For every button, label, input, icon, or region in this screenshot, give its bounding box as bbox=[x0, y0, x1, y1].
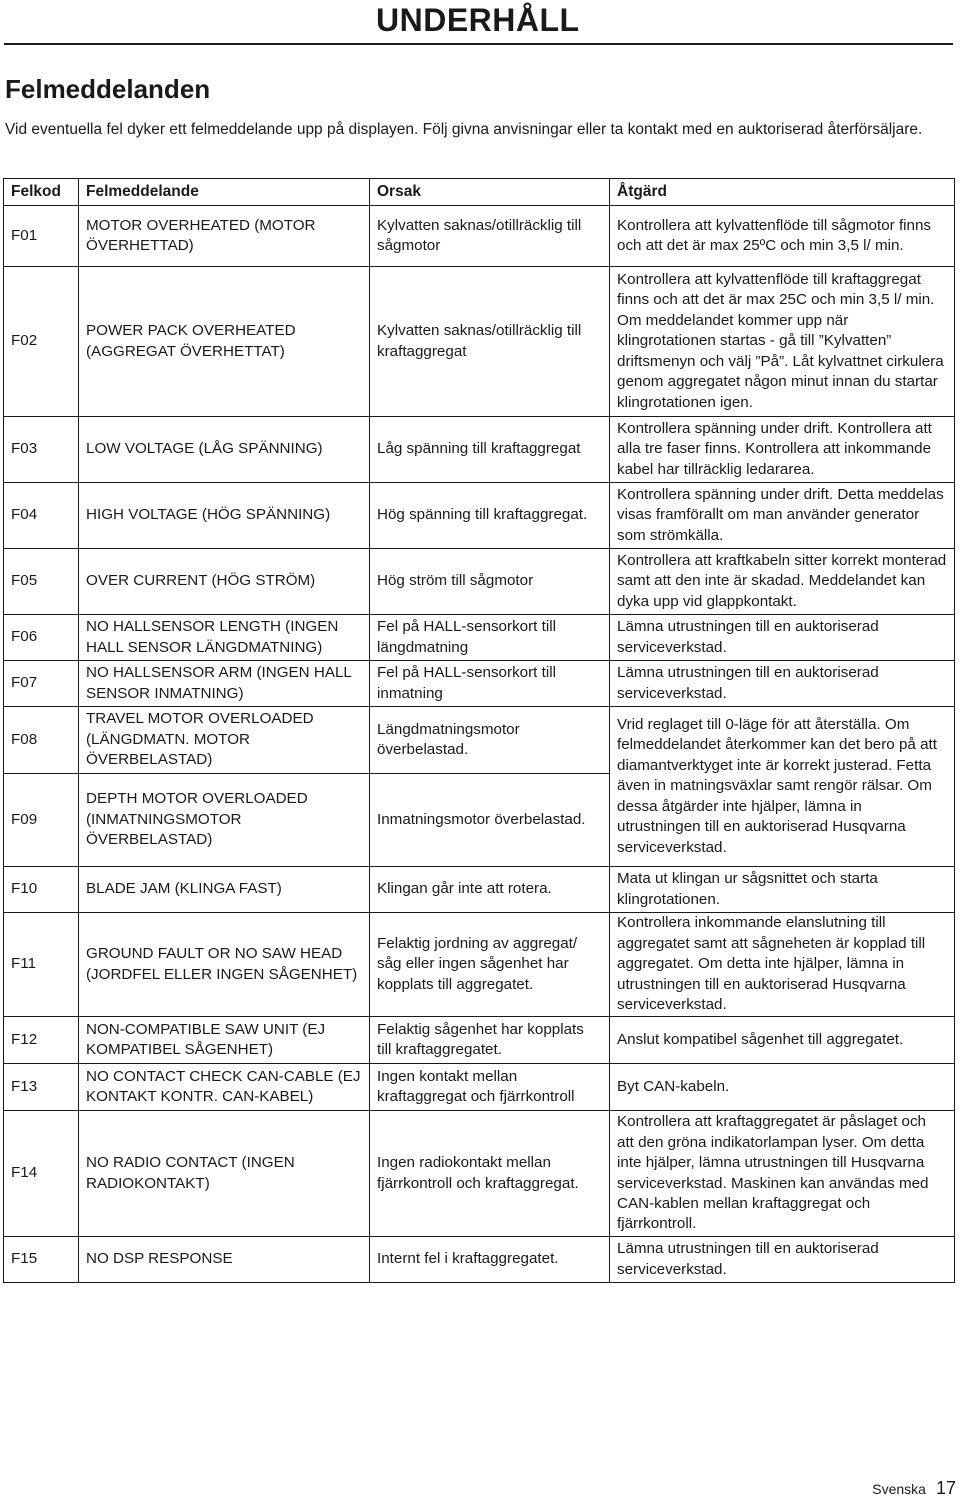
footer-language: Svenska bbox=[872, 1481, 926, 1497]
error-cause: Längdmatningsmotor överbelastad. bbox=[370, 707, 610, 774]
error-message: OVER CURRENT (HÖG STRÖM) bbox=[79, 549, 370, 615]
error-cause: Kylvatten saknas/otillräcklig till kraftaggregat bbox=[370, 267, 610, 417]
error-action: Kontrollera att kylvattenflöde till sågmotor finns och att det är max 25ºC och min 3,5 l/ min. bbox=[610, 206, 955, 267]
error-code: F03 bbox=[4, 417, 79, 483]
table-row bbox=[4, 483, 955, 549]
error-code: F02 bbox=[4, 267, 79, 417]
error-action: Vrid reglaget till 0-läge för att återställa. Om felmeddelandet återkommer kan det bero på att diamantverktyget inte är korrekt justerad. Fetta även in matningsväxlar samt rengör rälsar. Om dessa åtgärder inte hjälper, lämna in utrustningen till en auktoriserad Husqvarna serviceverkstad. bbox=[610, 707, 955, 867]
error-cause: Internt fel i kraftaggregatet. bbox=[370, 1237, 610, 1283]
error-message: MOTOR OVERHEATED (MOTOR ÖVERHETTAD) bbox=[79, 206, 370, 267]
error-message: POWER PACK OVERHEATED (AGGREGAT ÖVERHETTAT) bbox=[79, 267, 370, 417]
table-row bbox=[4, 615, 955, 661]
table-row bbox=[4, 1237, 955, 1283]
error-code: F10 bbox=[4, 867, 79, 913]
error-code: F13 bbox=[4, 1064, 79, 1111]
error-cause: Felaktig sågenhet har kopplats till kraftaggregatet. bbox=[370, 1017, 610, 1064]
error-message: DEPTH MOTOR OVERLOADED (INMATNINGSMOTOR ÖVERBELASTAD) bbox=[79, 774, 370, 867]
error-code: F01 bbox=[4, 206, 79, 267]
column-header-cause: Orsak bbox=[370, 179, 610, 206]
error-message: NON-COMPATIBLE SAW UNIT (EJ KOMPATIBEL SÅGENHET) bbox=[79, 1017, 370, 1064]
error-code: F07 bbox=[4, 661, 79, 707]
table-row bbox=[4, 267, 955, 417]
table-row bbox=[4, 867, 955, 913]
error-message: NO RADIO CONTACT (INGEN RADIOKONTAKT) bbox=[79, 1111, 370, 1237]
error-cause: Hög ström till sågmotor bbox=[370, 549, 610, 615]
error-cause: Kylvatten saknas/otillräcklig till sågmotor bbox=[370, 206, 610, 267]
page-header-title: UNDERHÅLL bbox=[376, 2, 580, 38]
error-message: NO HALLSENSOR LENGTH (INGEN HALL SENSOR LÄNGDMATNING) bbox=[79, 615, 370, 661]
error-code: F08 bbox=[4, 707, 79, 774]
table-row bbox=[4, 1111, 955, 1237]
error-action: Lämna utrustningen till en auktoriserad serviceverkstad. bbox=[610, 1237, 955, 1283]
section-title: Felmeddelanden bbox=[5, 74, 211, 104]
error-message: LOW VOLTAGE (LÅG SPÄNNING) bbox=[79, 417, 370, 483]
error-action: Kontrollera att kylvattenflöde till kraftaggregat finns och att det är max 25C och min 3,5 l/ min. Om meddelandet kommer upp när klingrotationen startas - gå till ”Kylvatten” driftsmenyn och välj ”På”. Låt kylvattnet cirkulera genom aggregatet någon minut innan du startar klingrotationen igen. bbox=[610, 267, 955, 417]
error-action: Lämna utrustningen till en auktoriserad serviceverkstad. bbox=[610, 615, 955, 661]
table-row bbox=[4, 1064, 955, 1111]
error-code: F06 bbox=[4, 615, 79, 661]
error-action: Kontrollera att kraftkabeln sitter korrekt monterad samt att den inte är skadad. Meddelandet kan dyka upp vid glappkontakt. bbox=[610, 549, 955, 615]
error-code: F11 bbox=[4, 913, 79, 1017]
intro-paragraph: Vid eventuella fel dyker ett felmeddelande upp på displayen. Följ givna anvisningar eller ta kontakt med en auktoriserad återförsäljare. bbox=[5, 121, 923, 138]
error-action: Mata ut klingan ur sågsnittet och starta klingrotationen. bbox=[610, 867, 955, 913]
error-cause: Klingan går inte att rotera. bbox=[370, 867, 610, 913]
error-cause: Ingen kontakt mellan kraftaggregat och fjärrkontroll bbox=[370, 1064, 610, 1111]
error-cause: Felaktig jordning av aggregat/ såg eller ingen sågenhet har kopplats till aggregatet. bbox=[370, 913, 610, 1017]
table-row bbox=[4, 1017, 955, 1064]
error-message: NO DSP RESPONSE bbox=[79, 1237, 370, 1283]
header-divider bbox=[4, 43, 953, 45]
error-message: BLADE JAM (KLINGA FAST) bbox=[79, 867, 370, 913]
page-footer bbox=[872, 1478, 956, 1499]
error-cause: Fel på HALL-sensorkort till längdmatning bbox=[370, 615, 610, 661]
table-row bbox=[4, 549, 955, 615]
error-action: Kontrollera spänning under drift. Detta meddelas visas framförallt om man använder generator som strömkälla. bbox=[610, 483, 955, 549]
table-row bbox=[4, 913, 955, 1017]
column-header-action: Åtgärd bbox=[610, 179, 955, 206]
table-row bbox=[4, 661, 955, 707]
table-row bbox=[4, 417, 955, 483]
column-header-code: Felkod bbox=[4, 179, 79, 206]
error-message: NO CONTACT CHECK CAN-CABLE (EJ KONTAKT KONTR. CAN-KABEL) bbox=[79, 1064, 370, 1111]
error-message: NO HALLSENSOR ARM (INGEN HALL SENSOR INMATNING) bbox=[79, 661, 370, 707]
column-header-message: Felmeddelande bbox=[79, 179, 370, 206]
error-cause: Fel på HALL-sensorkort till inmatning bbox=[370, 661, 610, 707]
error-code: F12 bbox=[4, 1017, 79, 1064]
page-number: 17 bbox=[935, 1478, 956, 1498]
error-code-table bbox=[3, 178, 955, 1283]
error-action: Kontrollera att kraftaggregatet är påslaget och att den gröna indikatorlampan lyser. Om detta inte hjälper, lämna utrustningen till Husqvarna serviceverkstad. Maskinen kan användas med CAN-kablen mellan kraftaggregat och fjärrkontroll. bbox=[610, 1111, 955, 1237]
error-action: Anslut kompatibel sågenhet till aggregatet. bbox=[610, 1017, 955, 1064]
error-action: Kontrollera inkommande elanslutning till aggregatet samt att sågneheten är kopplad till aggregatet. Om detta inte hjälper, lämna in utrustningen till en auktoriserad Husqvarna serviceverkstad. bbox=[610, 913, 955, 1017]
error-code: F05 bbox=[4, 549, 79, 615]
error-code: F14 bbox=[4, 1111, 79, 1237]
error-action: Lämna utrustningen till en auktoriserad serviceverkstad. bbox=[610, 661, 955, 707]
error-cause: Ingen radiokontakt mellan fjärrkontroll och kraftaggregat. bbox=[370, 1111, 610, 1237]
table-row bbox=[4, 707, 955, 774]
error-code: F04 bbox=[4, 483, 79, 549]
error-cause: Hög spänning till kraftaggregat. bbox=[370, 483, 610, 549]
error-code: F09 bbox=[4, 774, 79, 867]
error-cause: Låg spänning till kraftaggregat bbox=[370, 417, 610, 483]
error-cause: Inmatningsmotor överbelastad. bbox=[370, 774, 610, 867]
error-message: GROUND FAULT OR NO SAW HEAD (JORDFEL ELLER INGEN SÅGENHET) bbox=[79, 913, 370, 1017]
error-action: Kontrollera spänning under drift. Kontrollera att alla tre faser finns. Kontrollera att inkommande kabel har tillräcklig ledararea. bbox=[610, 417, 955, 483]
error-action: Byt CAN-kabeln. bbox=[610, 1064, 955, 1111]
error-message: TRAVEL MOTOR OVERLOADED (LÄNGDMATN. MOTOR ÖVERBELASTAD) bbox=[79, 707, 370, 774]
error-code: F15 bbox=[4, 1237, 79, 1283]
table-row bbox=[4, 206, 955, 267]
error-message: HIGH VOLTAGE (HÖG SPÄNNING) bbox=[79, 483, 370, 549]
table-header-row bbox=[4, 179, 955, 206]
